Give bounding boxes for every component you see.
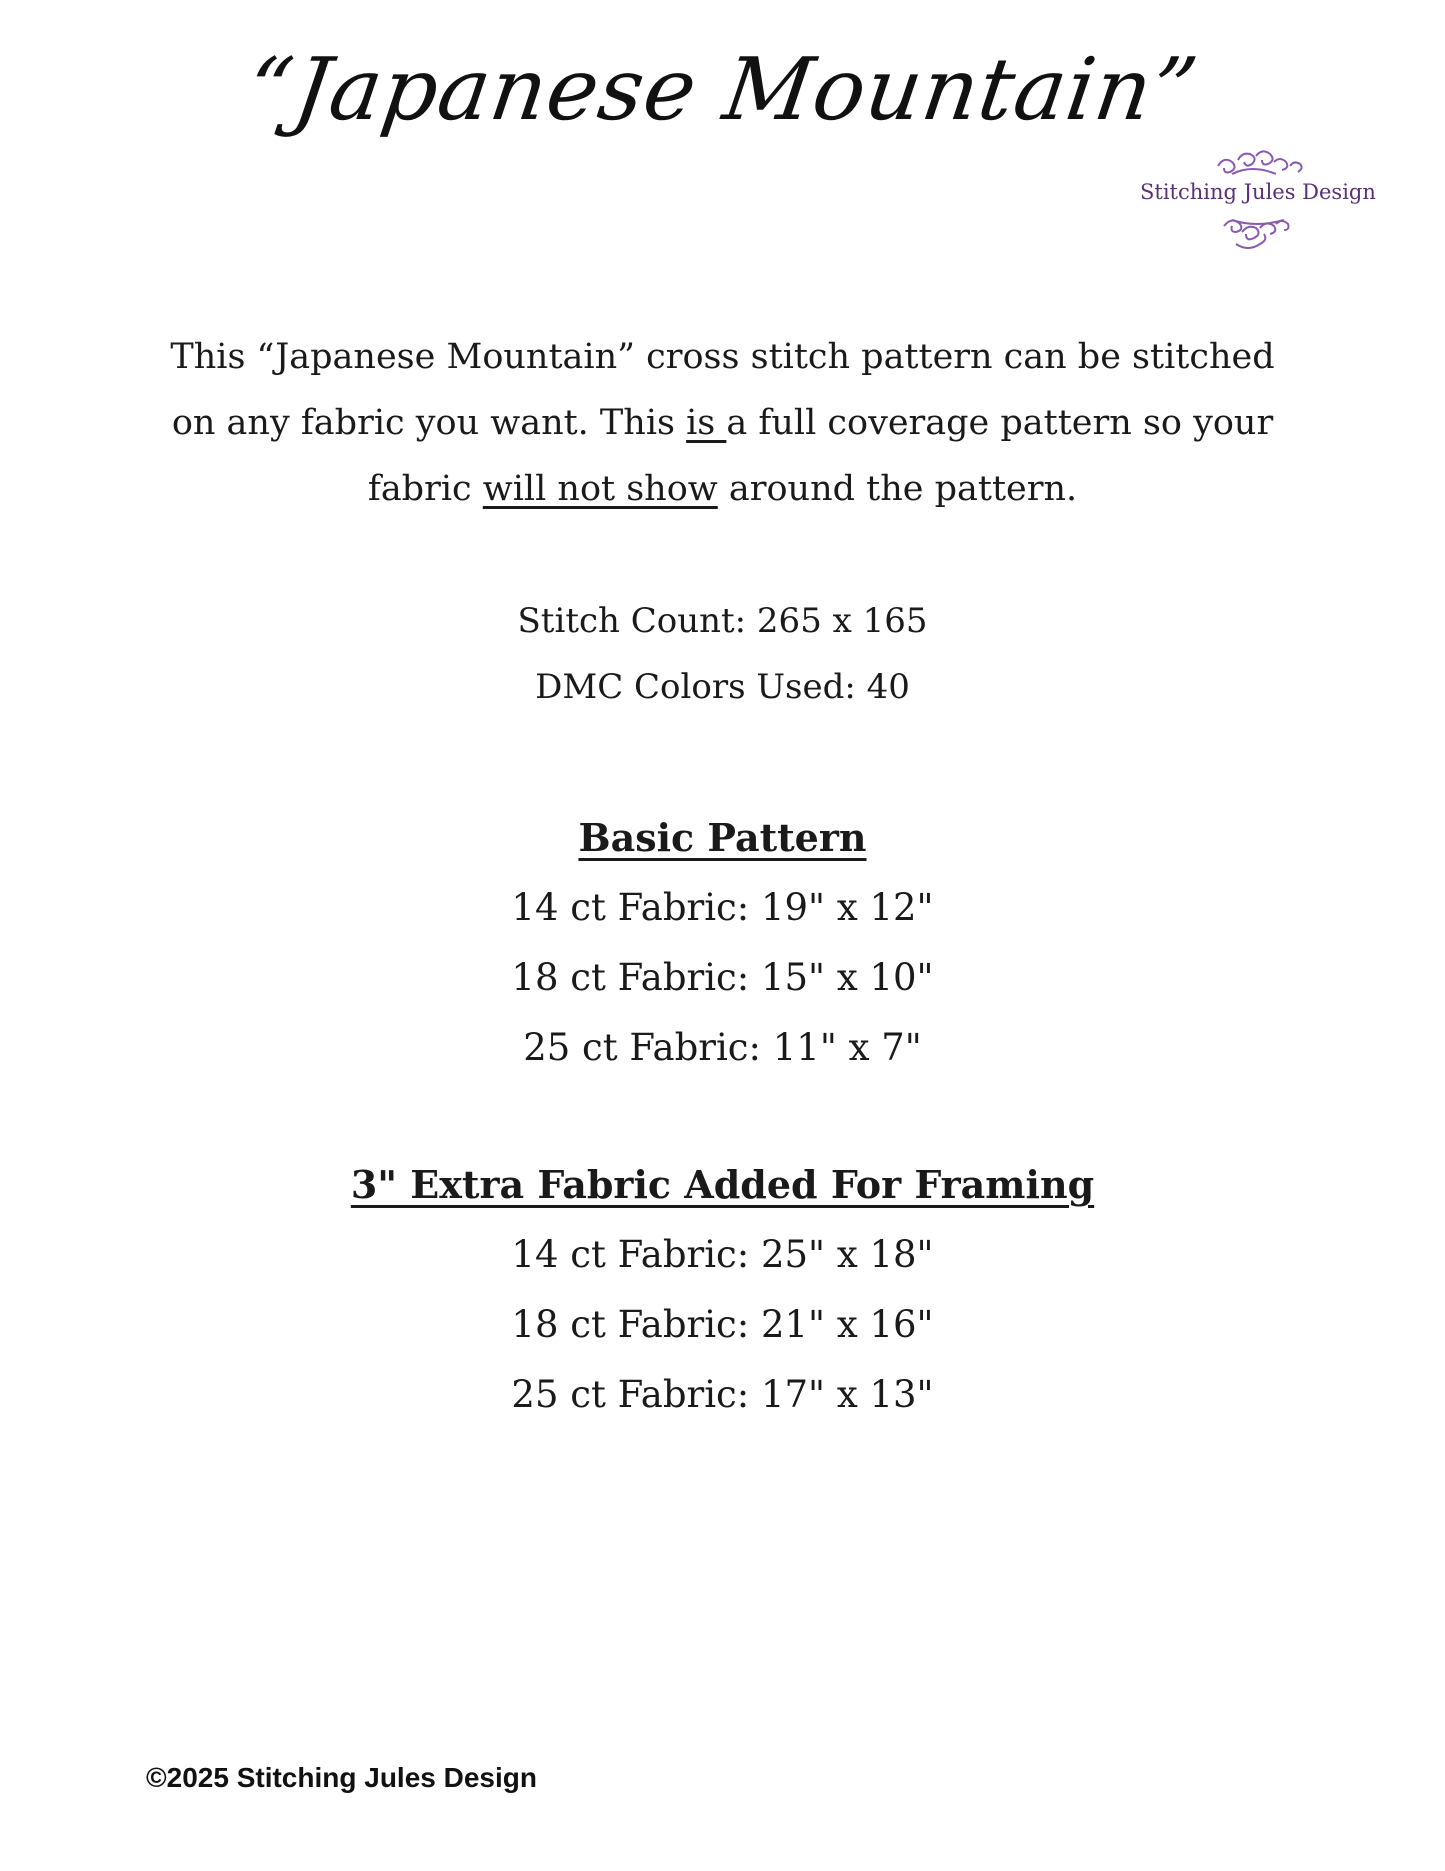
pattern-stats (0, 588, 1445, 720)
extra-fabric-row: 25 ct Fabric: 17" x 13" (511, 1373, 934, 1416)
basic-pattern-heading: Basic Pattern (578, 815, 867, 860)
extra-fabric-row: 18 ct Fabric: 21" x 16" (511, 1303, 934, 1346)
intro-text-2: a full coverage pattern so your fabric (367, 403, 1274, 509)
brand-logo (1140, 140, 1376, 260)
extra-fabric-heading: 3" Extra Fabric Added For Framing (350, 1162, 1095, 1207)
extra-fabric-section (0, 1150, 1445, 1430)
basic-pattern-row: 14 ct Fabric: 19" x 12" (511, 886, 934, 929)
dmc-colors-used: DMC Colors Used: 40 (535, 667, 910, 707)
intro-text-3: around the pattern. (717, 469, 1078, 509)
logo-text: Stitching Jules Design (1140, 180, 1376, 204)
intro-underline-will-not-show: will not show (482, 469, 718, 509)
basic-pattern-row: 25 ct Fabric: 11" x 7" (523, 1026, 922, 1069)
basic-pattern-section (0, 803, 1445, 1083)
basic-pattern-row: 18 ct Fabric: 15" x 10" (511, 956, 934, 999)
copyright-footer: ©2025 Stitching Jules Design (146, 1762, 537, 1793)
stitch-count: Stitch Count: 265 x 165 (517, 601, 928, 641)
intro-paragraph (160, 324, 1285, 522)
extra-fabric-row: 14 ct Fabric: 25" x 18" (511, 1233, 934, 1276)
intro-text-1: This “Japanese Mountain” cross stitch pattern can be stitched on any fabric you want. This (170, 337, 1275, 443)
page-title: “Japanese Mountain” (240, 40, 1205, 140)
intro-underline-is: is (686, 403, 727, 443)
